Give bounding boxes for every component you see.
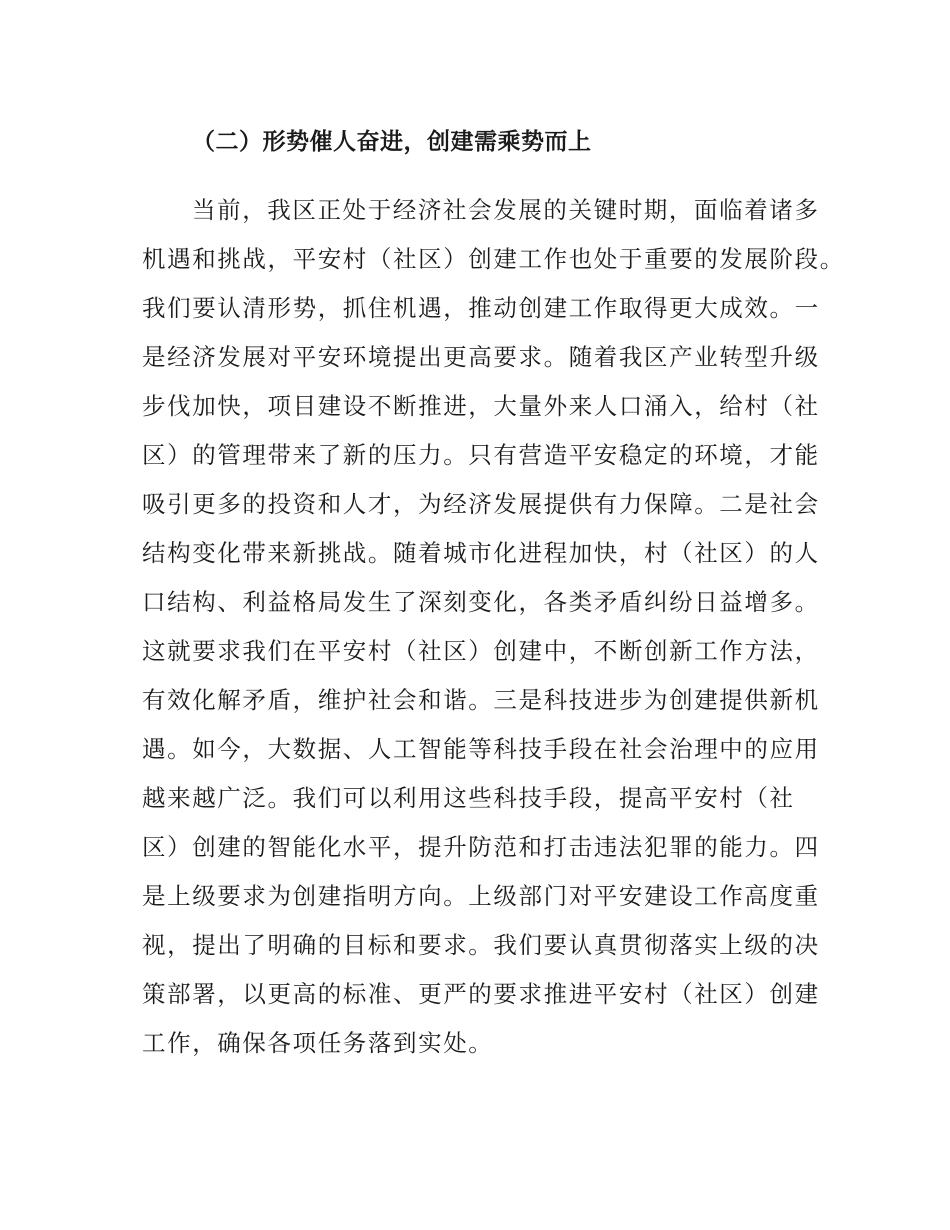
paragraph-line: 区）的管理带来了新的压力。只有营造平安稳定的环境，才能 <box>142 441 820 469</box>
paragraph-line: 步伐加快，项目建设不断推进，大量外来人口涌入，给村（社 <box>142 392 820 420</box>
paragraph-line: 工作，确保各项任务落到实处。 <box>142 1029 494 1057</box>
paragraph-line: 口结构、利益格局发生了深刻变化，各类矛盾纠纷日益增多。 <box>142 588 820 616</box>
paragraph-line: 视，提出了明确的目标和要求。我们要认真贯彻落实上级的决 <box>142 931 820 959</box>
section-heading: （二）形势催人奋进，创建需乘势而上 <box>192 129 592 155</box>
paragraph-line: 吸引更多的投资和人才，为经济发展提供有力保障。二是社会 <box>142 490 820 518</box>
paragraph-line: 这就要求我们在平安村（社区）创建中，不断创新工作方法， <box>142 637 820 665</box>
paragraph-line: 当前，我区正处于经济社会发展的关键时期，面临着诸多 <box>192 196 820 224</box>
paragraph-line: 是经济发展对平安环境提出更高要求。随着我区产业转型升级 <box>142 343 820 371</box>
paragraph-line: 机遇和挑战，平安村（社区）创建工作也处于重要的发展阶段。 <box>142 245 845 273</box>
paragraph-line: 结构变化带来新挑战。随着城市化进程加快，村（社区）的人 <box>142 539 820 567</box>
paragraph-line: 策部署，以更高的标准、更严的要求推进平安村（社区）创建 <box>142 980 820 1008</box>
paragraph-line: 有效化解矛盾，维护社会和谐。三是科技进步为创建提供新机 <box>142 686 820 714</box>
paragraph-line: 是上级要求为创建指明方向。上级部门对平安建设工作高度重 <box>142 882 820 910</box>
paragraph-line: 区）创建的智能化水平，提升防范和打击违法犯罪的能力。四 <box>142 833 820 861</box>
paragraph-line: 越来越广泛。我们可以利用这些科技手段，提高平安村（社 <box>142 784 795 812</box>
paragraph-line: 遇。如今，大数据、人工智能等科技手段在社会治理中的应用 <box>142 735 820 763</box>
paragraph-line: 我们要认清形势，抓住机遇，推动创建工作取得更大成效。一 <box>142 294 820 322</box>
